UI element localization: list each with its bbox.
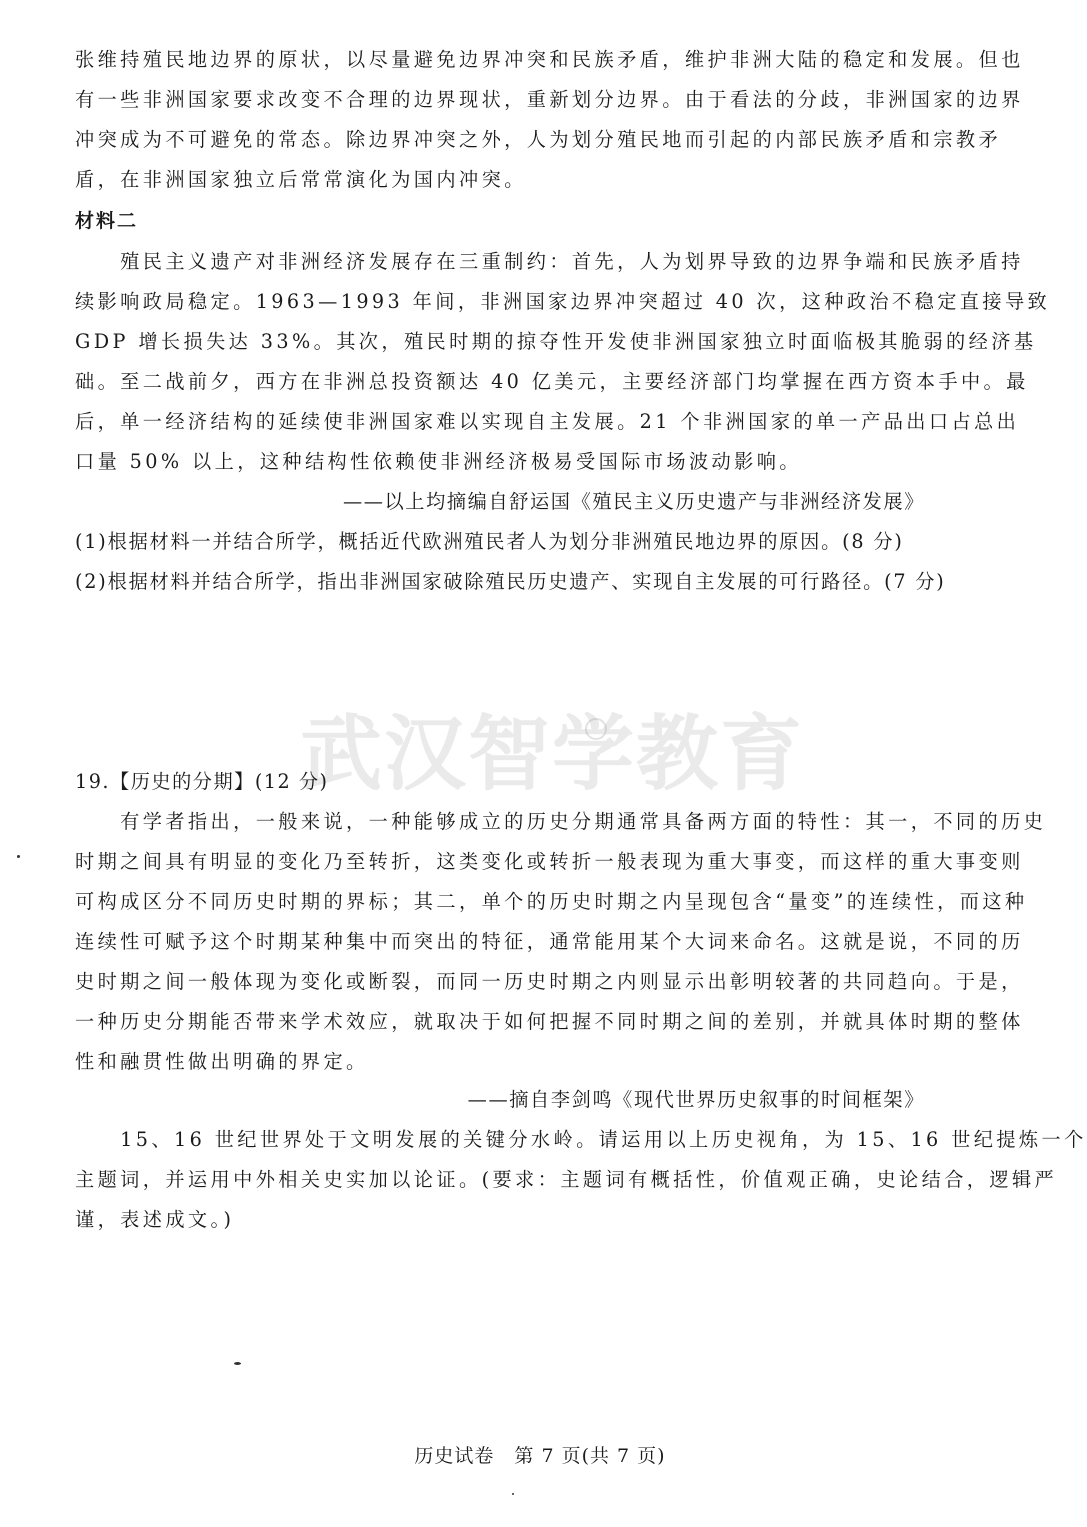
text-line: 后，单一经济结构的延续使非洲国家难以实现自主发展。21 个非洲国家的单一产品出口占总出 (75, 410, 1020, 433)
text-line: 一种历史分期能否带来学术效应，就取决于如何把握不同时期之间的差别，并就具体时期的整体 (75, 1010, 1024, 1033)
text-line: 可构成区分不同历史时期的界标；其二，单个的历史时期之内呈现包含“量变”的连续性，而这种 (75, 890, 1028, 913)
page-footer: 历史试卷 第 7 页(共 7 页) (414, 1445, 666, 1467)
scan-speck (17, 855, 20, 858)
text-line: 史时期之间一般体现为变化或断裂，而同一历史时期之内则显示出彰明较著的共同趋向。于是， (75, 970, 1024, 993)
scan-speck (234, 1362, 241, 1365)
question-19-passage (75, 802, 1047, 1082)
question-18-1: (1)根据材料一并结合所学，概括近代欧洲殖民者人为划分非洲殖民地边界的原因。(8 分) (75, 530, 904, 553)
material-one-tail (75, 40, 1024, 200)
text-line: 续影响政局稳定。1963—1993 年间，非洲国家边界冲突超过 40 次，这种政治不稳定直接导致 (75, 290, 1051, 313)
text-line: 性和融贯性做出明确的界定。 (75, 1050, 369, 1073)
text-line: 时期之间具有明显的变化乃至转折，这类变化或转折一般表现为重大事变，而这样的重大事变则 (75, 850, 1024, 873)
text-line: 15、16 世纪世界处于文明发展的关键分水岭。请运用以上历史视角，为 15、16 世纪提炼一个 (75, 1128, 1087, 1151)
question-18-2: (2)根据材料并结合所学，指出非洲国家破除殖民历史遗产、实现自主发展的可行路径。(7 分) (75, 570, 946, 593)
question-19-title: 19.【历史的分期】(12 分) (75, 770, 329, 793)
text-line: 谨，表述成文。) (75, 1208, 235, 1231)
material-two-heading: 材料二 (75, 210, 139, 232)
text-line: 张维持殖民地边界的原状，以尽量避免边界冲突和民族矛盾，维护非洲大陆的稳定和发展。但也 (75, 48, 1024, 71)
text-line: 有学者指出，一般来说，一种能够成立的历史分期通常具备两方面的特性：其一，不同的历史 (75, 810, 1047, 833)
watermark-logo: 武汉智学教育 (300, 707, 805, 802)
text-line: 冲突成为不可避免的常态。除边界冲突之外，人为划分殖民地而引起的内部民族矛盾和宗教矛 (75, 128, 1002, 151)
text-line: 口量 50% 以上，这种结构性依赖使非洲经济极易受国际市场波动影响。 (75, 450, 802, 473)
text-line: 盾，在非洲国家独立后常常演化为国内冲突。 (75, 168, 527, 191)
text-line: GDP 增长损失达 33%。其次，殖民时期的掠夺性开发使非洲国家独立时面临极其脆弱的经济基 (75, 330, 1037, 353)
text-line: 殖民主义遗产对非洲经济发展存在三重制约：首先，人为划界导致的边界争端和民族矛盾持 (75, 250, 1024, 273)
watermark-circle-icon (585, 718, 607, 740)
question-19-source: ——摘自李剑鸣《现代世界历史叙事的时间框架》 (467, 1088, 925, 1111)
text-line: 础。至二战前夕，西方在非洲总投资额达 40 亿美元，主要经济部门均掌握在西方资本手中。最 (75, 370, 1029, 393)
material-two-body (75, 242, 1051, 482)
text-line: 主题词，并运用中外相关史实加以论证。(要求：主题词有概括性，价值观正确，史论结合，逻辑严 (75, 1168, 1058, 1191)
scan-speck (512, 1493, 514, 1495)
question-19-task (75, 1120, 1087, 1240)
text-line: 连续性可赋予这个时期某种集中而突出的特征，通常能用某个大词来命名。这就是说，不同的历 (75, 930, 1024, 953)
text-line: 有一些非洲国家要求改变不合理的边界现状，重新划分边界。由于看法的分歧，非洲国家的边界 (75, 88, 1024, 111)
material-two-source: ——以上均摘编自舒运国《殖民主义历史遗产与非洲经济发展》 (342, 490, 925, 513)
